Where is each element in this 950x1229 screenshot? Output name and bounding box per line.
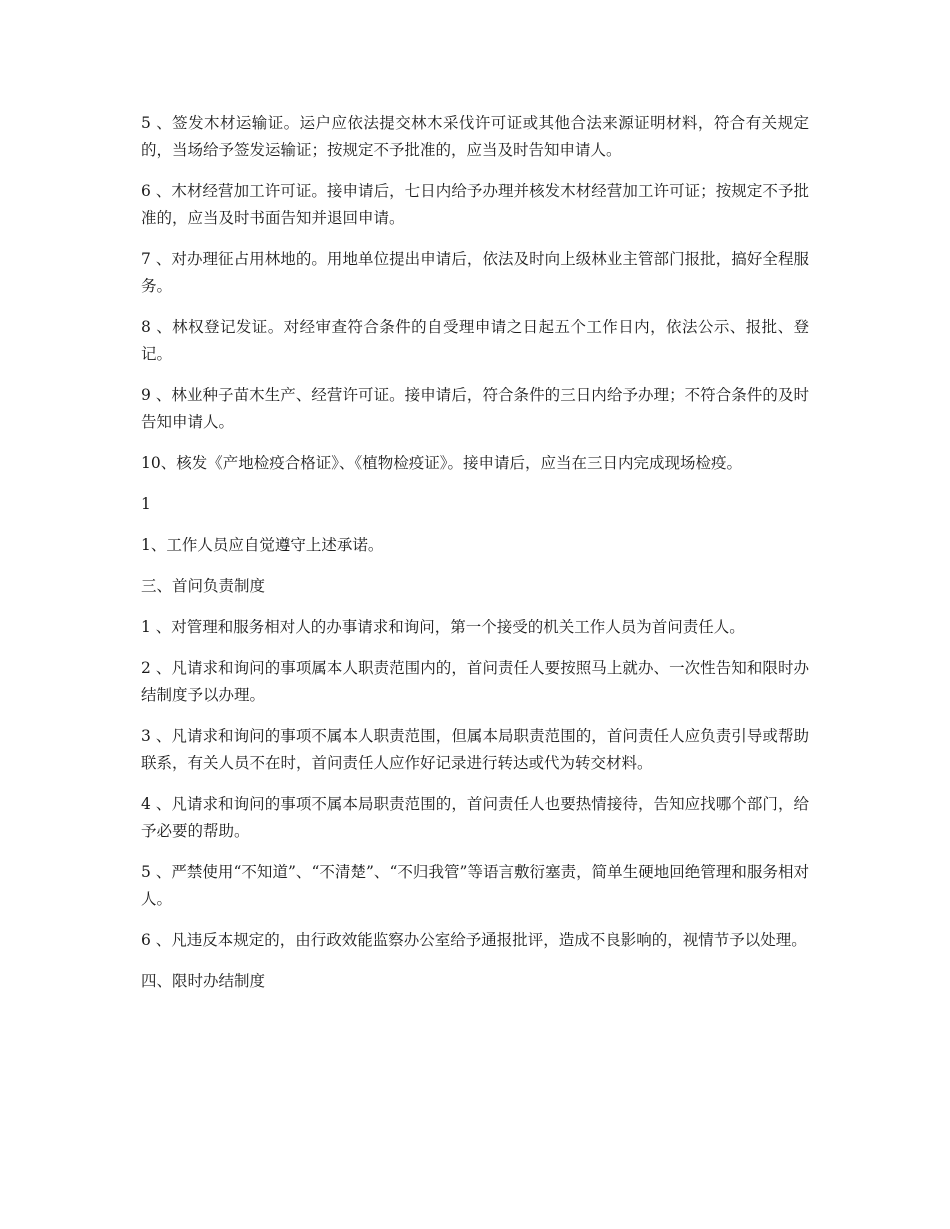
paragraph-item-10-quarantine: 10、核发《产地检疫合格证》、《植物检疫证》。接申请后，应当在三日内完成现场检疫。 [141,454,742,472]
stray-number: 1 [141,495,151,513]
section-heading-first-inquiry: 三、首问负责制度 [141,577,266,595]
paragraph-item-6-timber-processing: 6 、木材经营加工许可证。接申请后，七日内给予办理并核发木材经营加工许可证；按规定不予批准的，应当及时书面告知并退回申请。 [141,182,809,227]
paragraph-first-inquiry-4: 4 、凡请求和询问的事项不属本局职责范围的，首问责任人也要热情接待，告知应找哪个部门，给予必要的帮助。 [141,795,809,840]
paragraph-first-inquiry-6: 6 、凡违反本规定的，由行政效能监察办公室给予通报批评，造成不良影响的，视情节予以处理。 [141,931,807,949]
paragraph-item-5-timber-transport: 5 、签发木材运输证。运户应依法提交林木采伐许可证或其他合法来源证明材料，符合有关规定的，当场给予签发运输证；按规定不予批准的，应当及时告知申请人。 [141,114,809,159]
section-heading-time-limit: 四、限时办结制度 [141,972,266,990]
paragraph-item-8-forest-rights: 8 、林权登记发证。对经审查符合条件的自受理申请之日起五个工作日内，依法公示、报批、登记。 [141,318,809,363]
paragraph-first-inquiry-2: 2 、凡请求和询问的事项属本人职责范围内的，首问责任人要按照马上就办、一次性告知和限时办结制度予以办理。 [141,659,809,704]
paragraph-item-7-forest-land: 7 、对办理征占用林地的。用地单位提出申请后，依法及时向上级林业主管部门报批，搞好全程服务。 [141,250,809,295]
paragraph-first-inquiry-1: 1 、对管理和服务相对人的办事请求和询问，第一个接受的机关工作人员为首问责任人。 [141,618,745,636]
document-body [141,110,809,1009]
paragraph-first-inquiry-5: 5 、严禁使用“不知道”、“不清楚”、“不归我管”等语言敷衍塞责，简单生硬地回绝管理和服务相对人。 [141,863,809,908]
paragraph-staff-compliance: 1、工作人员应自觉遵守上述承诺。 [141,536,384,554]
paragraph-item-9-seedlings: 9 、林业种子苗木生产、经营许可证。接申请后，符合条件的三日内给予办理；不符合条件的及时告知申请人。 [141,386,809,431]
paragraph-first-inquiry-3: 3 、凡请求和询问的事项不属本人职责范围，但属本局职责范围的，首问责任人应负责引导或帮助联系，有关人员不在时，首问责任人应作好记录进行转达或代为转交材料。 [141,727,809,772]
